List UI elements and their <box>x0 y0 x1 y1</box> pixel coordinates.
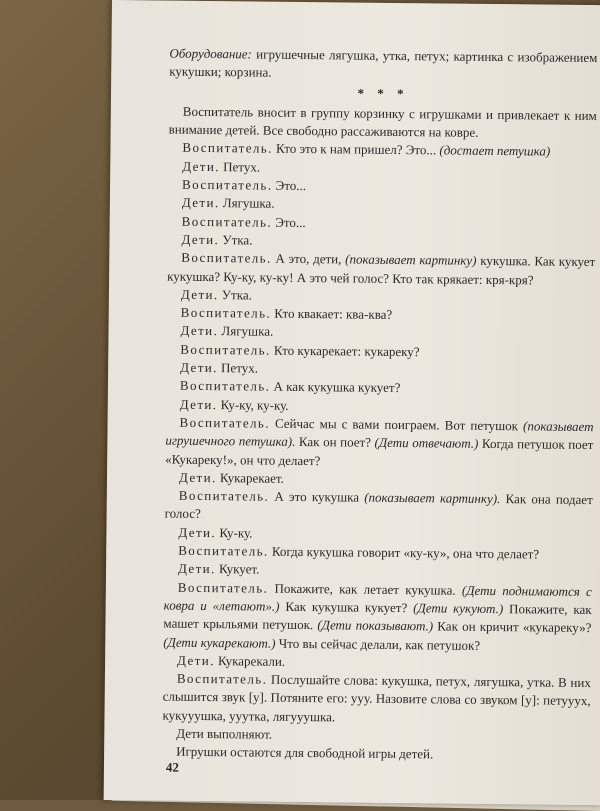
speaker: Воспитатель. <box>176 670 268 687</box>
line-text: Покажите, как летает кукушка. <box>268 580 463 598</box>
line-text: Когда петушок поет «Кукареку!», он что делает? <box>165 436 594 468</box>
intro-paragraph: Воспитатель вносит в группу корзинку с игрушками и привлекает к ним внимание детей. Все свободно рассаживаются на ковре. <box>168 103 597 141</box>
line-text: А как кукушка кукует? <box>270 379 401 396</box>
speaker: Дети. <box>178 524 217 540</box>
speaker: Дети. <box>177 652 215 668</box>
line-text: Кукует. <box>215 561 260 577</box>
page-number: 42 <box>165 759 180 775</box>
page-content <box>162 45 597 766</box>
dialogue-line <box>165 487 593 528</box>
section-separator: * * * <box>357 85 409 101</box>
closing-line: Игрушки остаются для свободной игры детей. <box>176 743 434 762</box>
speaker: Дети. <box>180 359 218 376</box>
line-text: кукушка. Как кукует кукушка? Ку-ку, ку-ку! А это чей голос? Кто так крякает: кря-кря? <box>167 253 596 287</box>
line-text: Кто это к нам пришел? Это... <box>272 141 440 158</box>
stage-direction: (Дети показывают.) <box>317 617 434 634</box>
speaker: Воспитатель. <box>177 579 269 596</box>
line-text: Ку-ку, ку-ку. <box>217 396 289 413</box>
speaker: Дети. <box>177 561 216 577</box>
speaker: Дети. <box>178 469 217 485</box>
closing-notes <box>162 725 590 766</box>
stage-direction: (показывает картинку). <box>364 489 501 507</box>
speaker: Воспитатель. <box>179 378 271 395</box>
speaker: Дети. <box>181 195 220 211</box>
speaker: Воспитатель. <box>179 414 271 431</box>
line-text: Лягушка. <box>218 323 274 340</box>
line-text: Это... <box>272 177 307 194</box>
stage-direction: (Дети кукарекают.) <box>163 634 276 651</box>
line-text: Кукарекали. <box>214 652 286 669</box>
speaker: Воспитатель. <box>181 250 272 266</box>
line-text: А это кукушка <box>269 488 365 505</box>
line-text: Покажите, как машет крыльями петушок. <box>163 601 592 633</box>
speaker: Воспитатель. <box>178 487 270 504</box>
line-text: Утка. <box>219 232 253 248</box>
line-text: Ку-ку. <box>216 524 253 541</box>
stage-direction: (Дети поднимаются с ковра и «летают».) <box>163 582 592 614</box>
stage-direction: (достает петушка) <box>439 142 551 160</box>
speaker: Дети. <box>180 323 219 339</box>
stage-direction: (показывает игрушечного петушка). <box>165 418 594 450</box>
stage-direction: (Дети отвечают.) <box>374 435 479 452</box>
line-text: А это, дети, <box>271 250 346 267</box>
line-text: Когда кукушка говорит «ку-ку», она что делает? <box>268 543 540 562</box>
line-text: Послушайте слова: кукушка, петух, лягушка, утка. В них слышится звук [у]. Потяните его: ууу. Назовите слова со звуком [у]: петууух, кукууушка, ууутка, лягууушка. <box>162 671 591 725</box>
line-text: Кто кукарекает: кукареку? <box>270 342 420 359</box>
dialogue-line <box>163 578 592 656</box>
stage-direction: (Дети кукуют.) <box>413 600 504 617</box>
equipment-paragraph <box>169 45 597 86</box>
speaker: Воспитатель. <box>181 213 273 230</box>
speaker: Воспитатель. <box>180 304 272 321</box>
line-text: Кукарекает. <box>216 469 284 486</box>
line-text: Это... <box>271 214 306 230</box>
speaker: Дети. <box>180 286 219 302</box>
dialogue-line <box>165 414 594 473</box>
line-text: Как он кричит «кукареку»? <box>433 618 592 636</box>
line-text: Петух. <box>219 158 261 175</box>
speaker: Дети. <box>179 396 218 412</box>
dialogue-line <box>162 670 591 729</box>
speaker: Воспитатель. <box>178 542 269 559</box>
speaker: Дети. <box>182 158 221 174</box>
line-text: Как кукушка кукует? <box>279 598 414 616</box>
line-text: Утка. <box>218 286 252 303</box>
stage-direction: (показывает картинку) <box>345 251 477 269</box>
speaker: Воспитатель. <box>182 140 273 157</box>
line-text: Кто квакает: ква-ква? <box>271 305 393 323</box>
speaker: Воспитатель. <box>181 176 273 193</box>
line-text: Как она подает голос? <box>164 491 593 522</box>
line-text: Петух. <box>217 360 259 376</box>
line-text: Как он поет? <box>295 434 375 451</box>
line-text: Сейчас мы с вами поиграем. Вот петушок <box>269 415 524 434</box>
dialogue-line <box>167 249 595 290</box>
line-text: Лягушка. <box>219 195 275 212</box>
equipment-label: Оборудование: <box>169 45 253 62</box>
equipment-text: игрушечные лягушка, утка, петух; картинка с изображением кукушки; корзина. <box>169 46 598 80</box>
speaker: Воспитатель. <box>180 341 271 358</box>
closing-line: Дети выполняют. <box>176 725 273 742</box>
book-page <box>104 0 600 805</box>
dialogue <box>162 139 596 729</box>
line-text: Что вы сейчас делали, как петушок? <box>275 635 481 653</box>
speaker: Дети. <box>181 231 220 248</box>
